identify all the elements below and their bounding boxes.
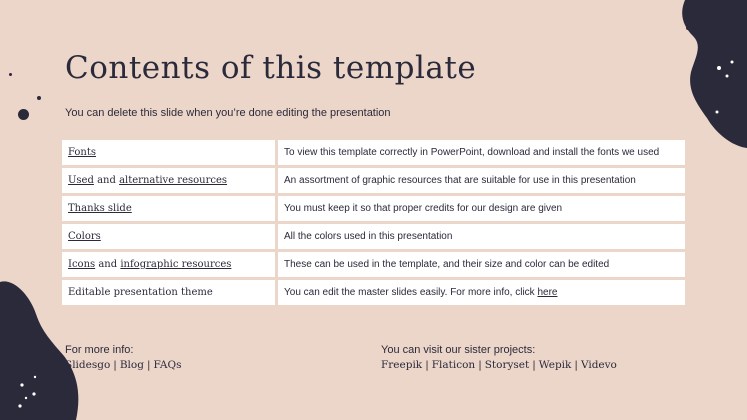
here-link[interactable]: here — [537, 287, 558, 298]
blog-link[interactable]: Blog — [119, 359, 144, 371]
separator: | — [146, 359, 151, 371]
editable-theme-label: Editable presentation theme — [68, 287, 213, 298]
decorative-dot — [37, 96, 41, 100]
table-row — [62, 252, 685, 277]
row-description: You can edit the master slides easily. For more info, click — [284, 287, 538, 298]
separator: | — [532, 359, 536, 371]
row-description: An assortment of graphic resources that are suitable for use in this presentation — [278, 168, 685, 193]
and-text: and — [95, 259, 121, 270]
row-name-cell — [62, 168, 275, 193]
separator: | — [478, 359, 482, 371]
row-name-cell — [62, 280, 275, 305]
used-link[interactable]: Used — [68, 175, 94, 186]
footer-links — [381, 358, 617, 373]
decorative-dot — [692, 18, 697, 23]
contents-table — [59, 137, 688, 308]
row-name-cell — [62, 140, 275, 165]
thanks-slide-link[interactable]: Thanks slide — [68, 203, 132, 214]
separator: | — [425, 359, 429, 371]
footer-sister-projects — [381, 343, 617, 373]
freepik-link[interactable]: Freepik — [381, 359, 423, 371]
table-row — [62, 168, 685, 193]
videvo-link[interactable]: Videvo — [580, 359, 617, 371]
row-name-cell — [62, 224, 275, 249]
slidesgo-link[interactable]: Slidesgo — [65, 359, 111, 371]
row-name-cell — [62, 196, 275, 221]
decorative-blob-top-right — [677, 0, 747, 150]
row-description: To view this template correctly in PowerPoint, download and install the fonts we used — [278, 140, 685, 165]
and-text: and — [93, 175, 120, 186]
faqs-link[interactable]: FAQs — [153, 359, 182, 371]
footer-links — [65, 358, 181, 373]
subtitle: You can delete this slide when you’re done editing the presentation — [65, 107, 391, 119]
decorative-dot — [9, 73, 12, 76]
separator: | — [574, 359, 578, 371]
alternative-resources-link[interactable]: alternative resources — [119, 175, 228, 186]
separator: | — [113, 359, 117, 371]
table-row — [62, 196, 685, 221]
footer-label: You can visit our sister projects: — [381, 344, 536, 356]
icons-link[interactable]: Icons — [68, 259, 96, 270]
row-description: You must keep it so that proper credits for our design are given — [278, 196, 685, 221]
row-description: All the colors used in this presentation — [278, 224, 685, 249]
table-row — [62, 224, 685, 249]
storyset-link[interactable]: Storyset — [484, 359, 530, 371]
table-row — [62, 280, 685, 305]
footer-label: For more info: — [65, 344, 134, 356]
row-name-cell — [62, 252, 275, 277]
page-title: Contents of this template — [65, 50, 477, 86]
table-row — [62, 140, 685, 165]
wepik-link[interactable]: Wepik — [538, 359, 572, 371]
flaticon-link[interactable]: Flaticon — [431, 359, 476, 371]
footer-more-info — [65, 343, 181, 373]
colors-link[interactable]: Colors — [68, 231, 101, 242]
row-description-cell — [278, 280, 685, 305]
decorative-dot — [686, 26, 690, 30]
row-description: These can be used in the template, and their size and color can be edited — [278, 252, 685, 277]
decorative-dot — [18, 109, 29, 120]
fonts-link[interactable]: Fonts — [68, 147, 97, 158]
infographic-resources-link[interactable]: infographic resources — [120, 259, 232, 270]
